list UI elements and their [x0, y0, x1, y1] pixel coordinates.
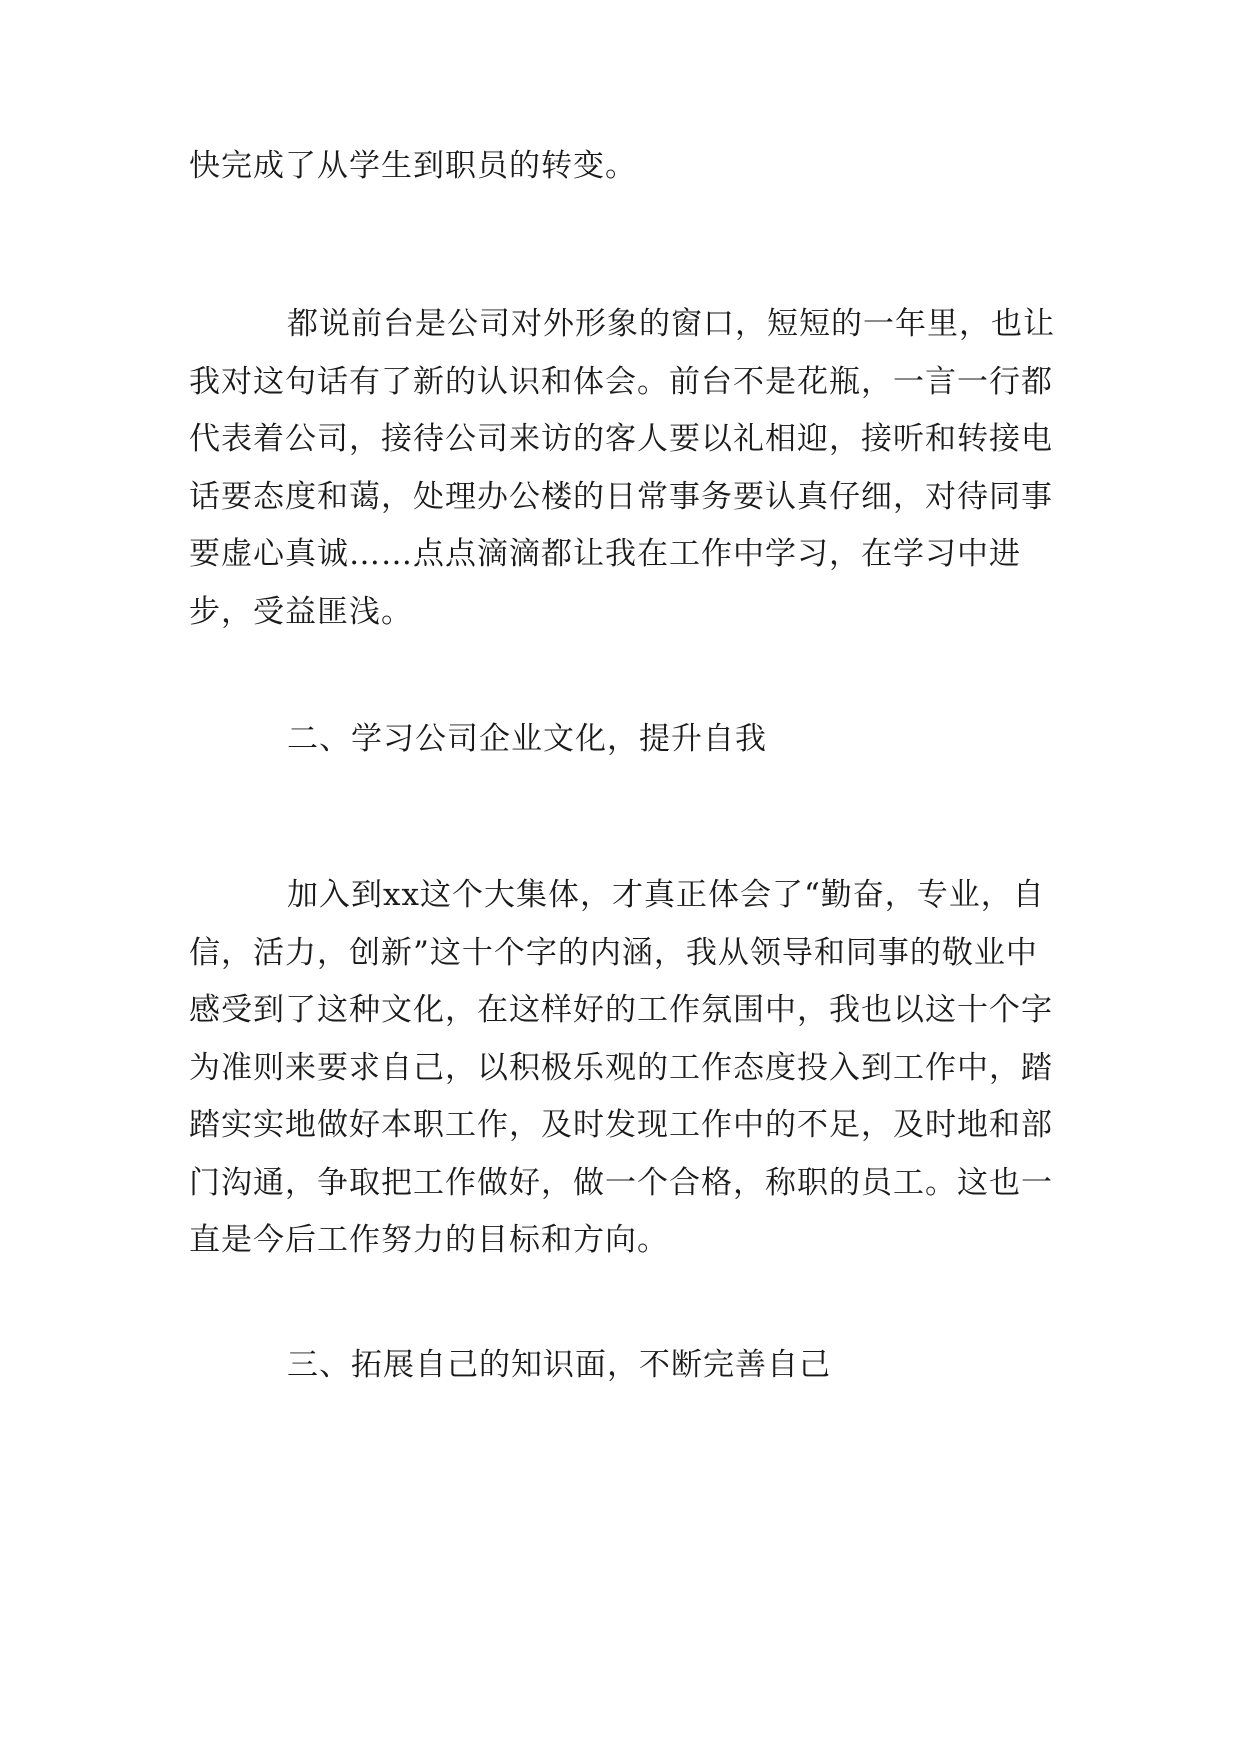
paragraph-culture: 加入到xx这个大集体，才真正体会了“勤奋，专业，自信，活力，创新”这十个字的内涵，我从领导和同事的敬业中感受到了这种文化，在这样好的工作氛围中，我也以这十个字为准则来要求自己，以积极乐观的工作态度投入到工作中，踏踏实实地做好本职工作，及时发现工作中的不足，及时地和部门沟通，争取把工作做好，做一个合格，称职的员工。这也一直是今后工作努力的目标和方向。 — [189, 877, 1053, 1258]
paragraph-front-desk: 都说前台是公司对外形象的窗口，短短的一年里，也让我对这句话有了新的认识和体会。前台不是花瓶，一言一行都代表着公司，接待公司来访的客人要以礼相迎，接听和转接电话要态度和蔼，处理办公楼的日常事务要认真仔细，对待同事要虚心真诚……点点滴滴都让我在工作中学习，在学习中进步，受益匪浅。 — [189, 306, 1055, 630]
section-heading-2: 二、学习公司企业文化，提升自我 — [287, 721, 767, 757]
section-heading-3: 三、拓展自己的知识面，不断完善自己 — [287, 1347, 831, 1383]
paragraph-continuation: 快完成了从学生到职员的转变。 — [189, 148, 637, 184]
